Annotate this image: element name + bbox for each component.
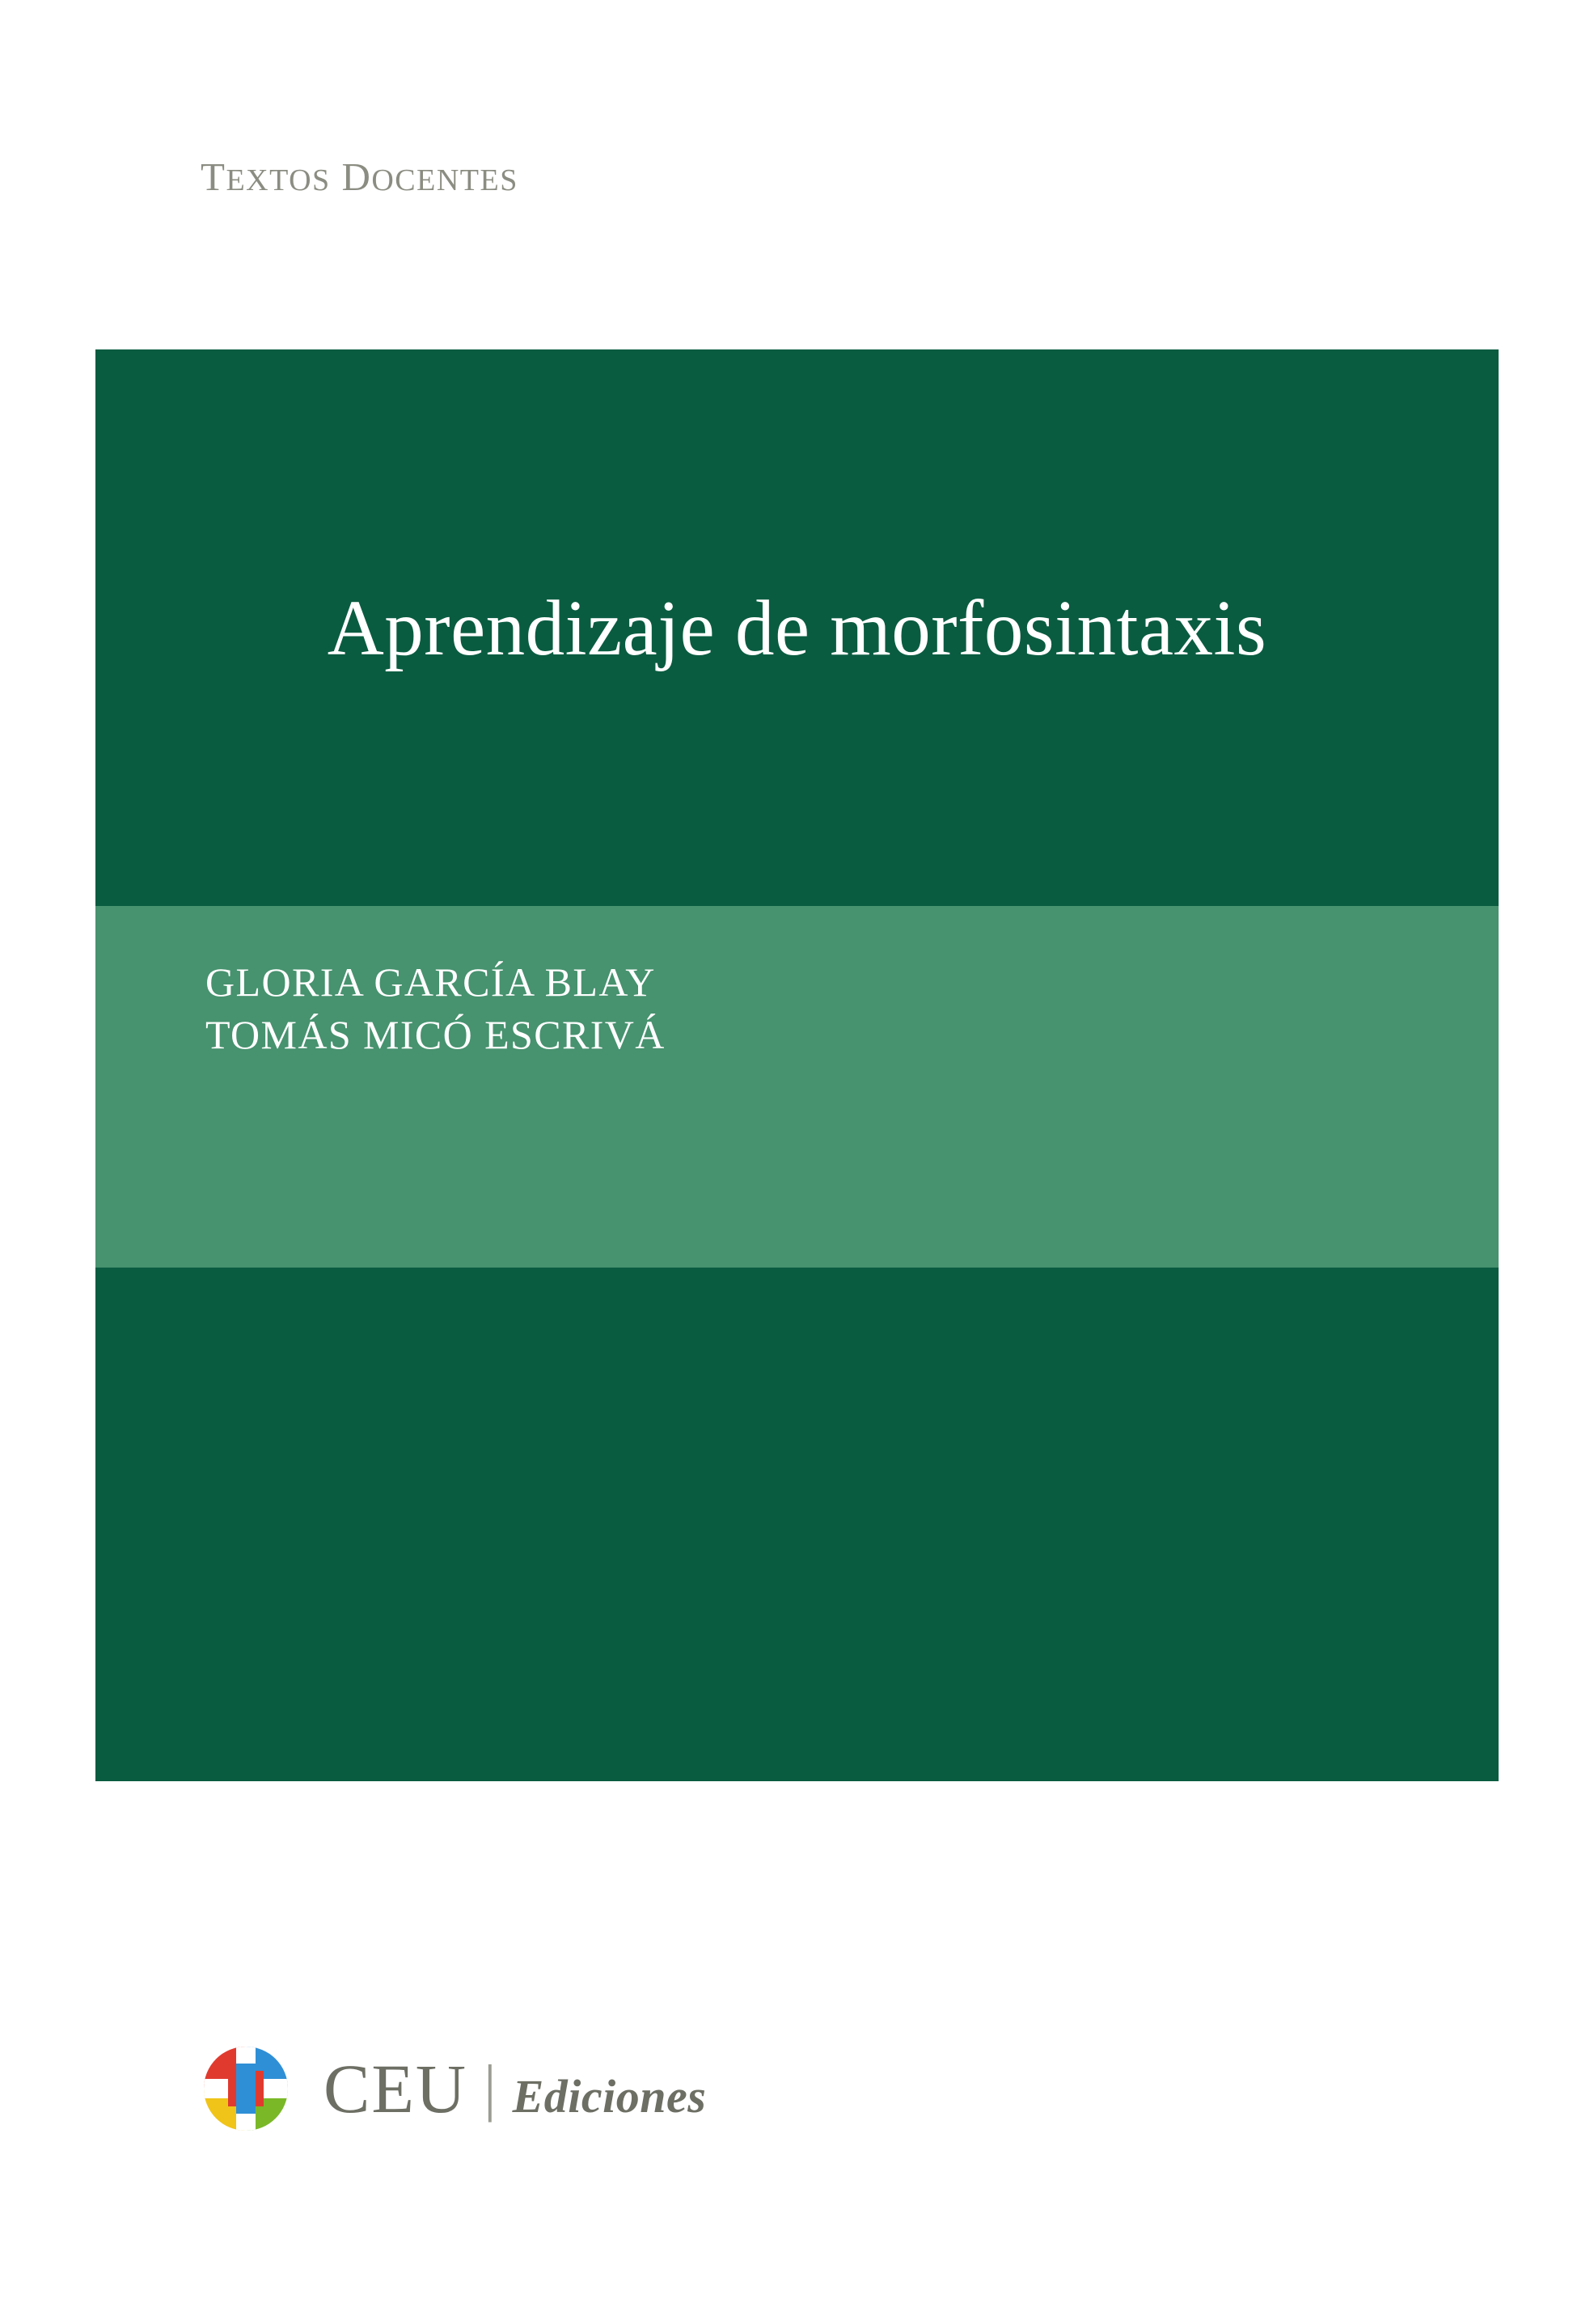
publisher-text xyxy=(323,2048,706,2129)
publisher-logo xyxy=(204,2047,706,2131)
series-label-word2-rest: OCENTES xyxy=(371,163,518,197)
series-label xyxy=(201,154,518,200)
publisher-imprint: Ediciones xyxy=(512,2070,707,2123)
series-label-word2-initial: D xyxy=(341,155,372,199)
cover-color-block xyxy=(95,349,1499,1781)
book-title: Aprendizaje de morfosintaxis xyxy=(327,584,1267,671)
author-name: GLORIA GARCÍA BLAY xyxy=(205,959,656,1005)
series-label-word1-rest: EXTOS xyxy=(226,163,331,197)
series-label-word1-initial: T xyxy=(201,155,226,199)
publisher-separator: | xyxy=(484,2052,497,2123)
publisher-name: CEU xyxy=(323,2050,467,2127)
author-list xyxy=(205,956,666,1061)
ceu-logo-icon xyxy=(204,2047,288,2131)
author-name: TOMÁS MICÓ ESCRIVÁ xyxy=(205,1012,666,1057)
author-band xyxy=(95,906,1499,1268)
title-area xyxy=(95,349,1499,906)
